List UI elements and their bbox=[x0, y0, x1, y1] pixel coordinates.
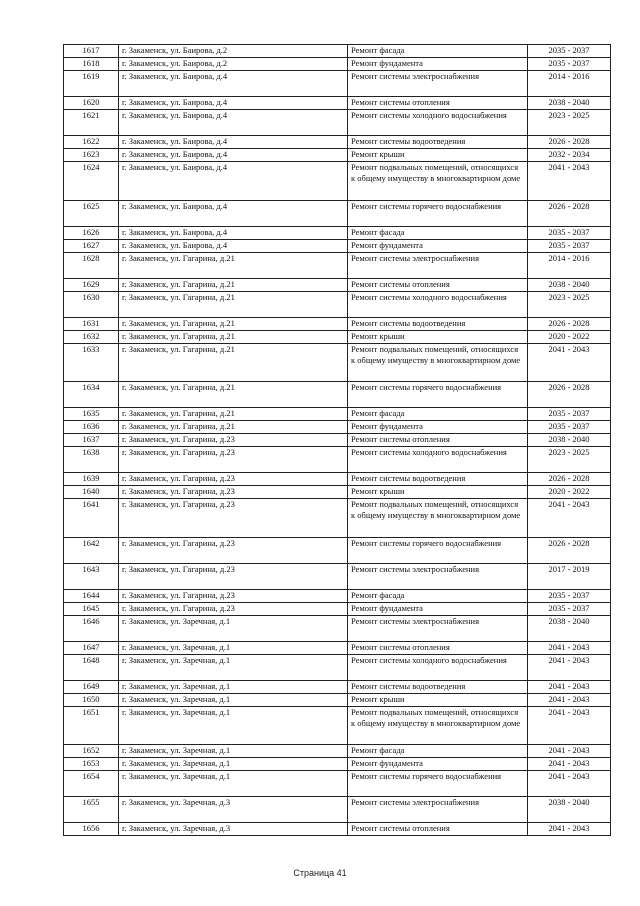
row-address: г. Закаменск, ул. Гагарина, д.23 bbox=[119, 473, 348, 486]
table-row bbox=[64, 486, 611, 499]
row-work-type: Ремонт системы отопления bbox=[348, 823, 528, 836]
table-row bbox=[64, 797, 611, 823]
row-number: 1633 bbox=[64, 343, 119, 382]
table-row bbox=[64, 252, 611, 278]
row-work-type: Ремонт фасада bbox=[348, 408, 528, 421]
row-period: 2041 - 2043 bbox=[528, 654, 611, 680]
row-address: г. Закаменск, ул. Гагарина, д.23 bbox=[119, 499, 348, 538]
row-number: 1650 bbox=[64, 693, 119, 706]
table-row bbox=[64, 447, 611, 473]
row-number: 1621 bbox=[64, 110, 119, 136]
table-row bbox=[64, 563, 611, 589]
row-period: 2038 - 2040 bbox=[528, 97, 611, 110]
row-work-type: Ремонт системы холодного водоснабжения bbox=[348, 447, 528, 473]
row-address: г. Закаменск, ул. Гагарина, д.23 bbox=[119, 563, 348, 589]
row-number: 1624 bbox=[64, 162, 119, 201]
row-work-type: Ремонт фасада bbox=[348, 745, 528, 758]
row-address: г. Закаменск, ул. Баирова, д.4 bbox=[119, 239, 348, 252]
row-number: 1653 bbox=[64, 758, 119, 771]
row-work-type: Ремонт системы отопления bbox=[348, 278, 528, 291]
row-work-type: Ремонт подвальных помещений, относящихся к общему имуществу в многоквартирном доме bbox=[348, 162, 528, 201]
table-row bbox=[64, 615, 611, 641]
row-period: 2038 - 2040 bbox=[528, 434, 611, 447]
row-number: 1647 bbox=[64, 641, 119, 654]
row-number: 1648 bbox=[64, 654, 119, 680]
table-row bbox=[64, 499, 611, 538]
table-body bbox=[64, 45, 611, 836]
row-number: 1634 bbox=[64, 382, 119, 408]
row-period: 2023 - 2025 bbox=[528, 291, 611, 317]
table-row bbox=[64, 758, 611, 771]
row-number: 1645 bbox=[64, 602, 119, 615]
row-work-type: Ремонт фасада bbox=[348, 589, 528, 602]
row-address: г. Закаменск, ул. Гагарина, д.23 bbox=[119, 434, 348, 447]
row-period: 2041 - 2043 bbox=[528, 745, 611, 758]
row-period: 2026 - 2028 bbox=[528, 317, 611, 330]
row-work-type: Ремонт системы электроснабжения bbox=[348, 563, 528, 589]
row-number: 1638 bbox=[64, 447, 119, 473]
row-address: г. Закаменск, ул. Баирова, д.4 bbox=[119, 200, 348, 226]
row-work-type: Ремонт фундамента bbox=[348, 602, 528, 615]
row-address: г. Закаменск, ул. Баирова, д.4 bbox=[119, 149, 348, 162]
row-work-type: Ремонт фундамента bbox=[348, 239, 528, 252]
row-number: 1625 bbox=[64, 200, 119, 226]
row-number: 1646 bbox=[64, 615, 119, 641]
row-period: 2041 - 2043 bbox=[528, 641, 611, 654]
row-work-type: Ремонт фасада bbox=[348, 226, 528, 239]
row-address: г. Закаменск, ул. Заречная, д.3 bbox=[119, 797, 348, 823]
row-address: г. Закаменск, ул. Заречная, д.1 bbox=[119, 654, 348, 680]
row-number: 1639 bbox=[64, 473, 119, 486]
row-period: 2035 - 2037 bbox=[528, 45, 611, 58]
row-period: 2014 - 2016 bbox=[528, 252, 611, 278]
row-address: г. Закаменск, ул. Баирова, д.2 bbox=[119, 58, 348, 71]
table-row bbox=[64, 473, 611, 486]
table-row bbox=[64, 745, 611, 758]
row-number: 1656 bbox=[64, 823, 119, 836]
row-work-type: Ремонт системы отопления bbox=[348, 641, 528, 654]
row-period: 2035 - 2037 bbox=[528, 239, 611, 252]
table-row bbox=[64, 97, 611, 110]
table-row bbox=[64, 602, 611, 615]
row-number: 1620 bbox=[64, 97, 119, 110]
row-number: 1628 bbox=[64, 252, 119, 278]
row-address: г. Закаменск, ул. Гагарина, д.23 bbox=[119, 589, 348, 602]
row-address: г. Закаменск, ул. Баирова, д.4 bbox=[119, 71, 348, 97]
row-period: 2035 - 2037 bbox=[528, 421, 611, 434]
row-period: 2035 - 2037 bbox=[528, 589, 611, 602]
row-period: 2035 - 2037 bbox=[528, 58, 611, 71]
row-number: 1618 bbox=[64, 58, 119, 71]
row-work-type: Ремонт фасада bbox=[348, 45, 528, 58]
table-row bbox=[64, 239, 611, 252]
table-row bbox=[64, 162, 611, 201]
row-work-type: Ремонт системы холодного водоснабжения bbox=[348, 654, 528, 680]
row-number: 1643 bbox=[64, 563, 119, 589]
row-work-type: Ремонт системы электроснабжения bbox=[348, 615, 528, 641]
row-number: 1642 bbox=[64, 537, 119, 563]
row-number: 1637 bbox=[64, 434, 119, 447]
row-work-type: Ремонт системы водоотведения bbox=[348, 473, 528, 486]
row-work-type: Ремонт системы отопления bbox=[348, 434, 528, 447]
table-row bbox=[64, 693, 611, 706]
table-row bbox=[64, 343, 611, 382]
row-work-type: Ремонт системы электроснабжения bbox=[348, 252, 528, 278]
table-row bbox=[64, 110, 611, 136]
row-period: 2017 - 2019 bbox=[528, 563, 611, 589]
row-address: г. Закаменск, ул. Заречная, д.1 bbox=[119, 680, 348, 693]
table-row bbox=[64, 291, 611, 317]
table-row bbox=[64, 589, 611, 602]
table-row bbox=[64, 149, 611, 162]
row-period: 2038 - 2040 bbox=[528, 278, 611, 291]
row-period: 2041 - 2043 bbox=[528, 162, 611, 201]
table-row bbox=[64, 382, 611, 408]
row-work-type: Ремонт подвальных помещений, относящихся к общему имуществу в многоквартирном доме bbox=[348, 499, 528, 538]
row-period: 2026 - 2028 bbox=[528, 136, 611, 149]
row-work-type: Ремонт системы отопления bbox=[348, 97, 528, 110]
table-row bbox=[64, 317, 611, 330]
row-number: 1654 bbox=[64, 771, 119, 797]
row-work-type: Ремонт фундамента bbox=[348, 421, 528, 434]
row-number: 1649 bbox=[64, 680, 119, 693]
row-number: 1644 bbox=[64, 589, 119, 602]
row-period: 2038 - 2040 bbox=[528, 797, 611, 823]
row-work-type: Ремонт фундамента bbox=[348, 58, 528, 71]
table-row bbox=[64, 641, 611, 654]
table-row bbox=[64, 136, 611, 149]
row-work-type: Ремонт системы водоотведения bbox=[348, 136, 528, 149]
row-period: 2023 - 2025 bbox=[528, 447, 611, 473]
row-work-type: Ремонт крыши bbox=[348, 486, 528, 499]
row-number: 1641 bbox=[64, 499, 119, 538]
row-address: г. Закаменск, ул. Баирова, д.4 bbox=[119, 136, 348, 149]
table-row bbox=[64, 654, 611, 680]
row-address: г. Закаменск, ул. Гагарина, д.21 bbox=[119, 317, 348, 330]
row-period: 2014 - 2016 bbox=[528, 71, 611, 97]
row-work-type: Ремонт подвальных помещений, относящихся к общему имуществу в многоквартирном доме bbox=[348, 706, 528, 745]
row-address: г. Закаменск, ул. Гагарина, д.23 bbox=[119, 447, 348, 473]
row-work-type: Ремонт системы горячего водоснабжения bbox=[348, 771, 528, 797]
row-period: 2026 - 2028 bbox=[528, 537, 611, 563]
row-address: г. Закаменск, ул. Гагарина, д.21 bbox=[119, 252, 348, 278]
row-period: 2035 - 2037 bbox=[528, 602, 611, 615]
page-number: Страница 41 bbox=[293, 868, 347, 878]
row-period: 2041 - 2043 bbox=[528, 693, 611, 706]
row-address: г. Закаменск, ул. Гагарина, д.23 bbox=[119, 537, 348, 563]
row-number: 1655 bbox=[64, 797, 119, 823]
row-work-type: Ремонт системы холодного водоснабжения bbox=[348, 291, 528, 317]
row-address: г. Закаменск, ул. Заречная, д.1 bbox=[119, 693, 348, 706]
table-row bbox=[64, 71, 611, 97]
row-number: 1631 bbox=[64, 317, 119, 330]
row-address: г. Закаменск, ул. Гагарина, д.21 bbox=[119, 421, 348, 434]
row-period: 2041 - 2043 bbox=[528, 680, 611, 693]
row-period: 2038 - 2040 bbox=[528, 615, 611, 641]
capital-repair-schedule-table bbox=[63, 44, 611, 836]
row-period: 2026 - 2028 bbox=[528, 382, 611, 408]
row-number: 1619 bbox=[64, 71, 119, 97]
row-work-type: Ремонт системы электроснабжения bbox=[348, 797, 528, 823]
table-row bbox=[64, 58, 611, 71]
row-address: г. Закаменск, ул. Баирова, д.4 bbox=[119, 162, 348, 201]
row-address: г. Закаменск, ул. Заречная, д.1 bbox=[119, 641, 348, 654]
table-row bbox=[64, 45, 611, 58]
row-address: г. Закаменск, ул. Гагарина, д.21 bbox=[119, 408, 348, 421]
row-work-type: Ремонт системы горячего водоснабжения bbox=[348, 382, 528, 408]
row-number: 1652 bbox=[64, 745, 119, 758]
row-number: 1632 bbox=[64, 330, 119, 343]
table-row bbox=[64, 434, 611, 447]
row-work-type: Ремонт подвальных помещений, относящихся к общему имуществу в многоквартирном доме bbox=[348, 343, 528, 382]
row-work-type: Ремонт крыши bbox=[348, 693, 528, 706]
table-row bbox=[64, 421, 611, 434]
row-address: г. Закаменск, ул. Гагарина, д.21 bbox=[119, 330, 348, 343]
row-period: 2026 - 2028 bbox=[528, 473, 611, 486]
row-work-type: Ремонт системы горячего водоснабжения bbox=[348, 200, 528, 226]
row-period: 2041 - 2043 bbox=[528, 706, 611, 745]
row-number: 1651 bbox=[64, 706, 119, 745]
table-row bbox=[64, 226, 611, 239]
row-period: 2041 - 2043 bbox=[528, 823, 611, 836]
table-row bbox=[64, 200, 611, 226]
row-number: 1630 bbox=[64, 291, 119, 317]
row-period: 2041 - 2043 bbox=[528, 758, 611, 771]
table-row bbox=[64, 330, 611, 343]
row-work-type: Ремонт системы горячего водоснабжения bbox=[348, 537, 528, 563]
row-address: г. Закаменск, ул. Гагарина, д.21 bbox=[119, 278, 348, 291]
row-period: 2020 - 2022 bbox=[528, 330, 611, 343]
row-address: г. Закаменск, ул. Гагарина, д.23 bbox=[119, 486, 348, 499]
row-work-type: Ремонт системы холодного водоснабжения bbox=[348, 110, 528, 136]
row-period: 2035 - 2037 bbox=[528, 408, 611, 421]
table-row bbox=[64, 408, 611, 421]
row-address: г. Закаменск, ул. Заречная, д.1 bbox=[119, 771, 348, 797]
row-address: г. Закаменск, ул. Гагарина, д.23 bbox=[119, 602, 348, 615]
row-work-type: Ремонт крыши bbox=[348, 330, 528, 343]
row-work-type: Ремонт фундамента bbox=[348, 758, 528, 771]
row-number: 1623 bbox=[64, 149, 119, 162]
row-period: 2035 - 2037 bbox=[528, 226, 611, 239]
row-work-type: Ремонт системы водоотведения bbox=[348, 317, 528, 330]
table-row bbox=[64, 771, 611, 797]
row-work-type: Ремонт системы водоотведения bbox=[348, 680, 528, 693]
row-number: 1617 bbox=[64, 45, 119, 58]
row-period: 2032 - 2034 bbox=[528, 149, 611, 162]
row-address: г. Закаменск, ул. Гагарина, д.21 bbox=[119, 291, 348, 317]
row-work-type: Ремонт системы электроснабжения bbox=[348, 71, 528, 97]
row-address: г. Закаменск, ул. Заречная, д.3 bbox=[119, 823, 348, 836]
row-address: г. Закаменск, ул. Заречная, д.1 bbox=[119, 615, 348, 641]
row-number: 1622 bbox=[64, 136, 119, 149]
row-period: 2020 - 2022 bbox=[528, 486, 611, 499]
row-period: 2023 - 2025 bbox=[528, 110, 611, 136]
row-number: 1626 bbox=[64, 226, 119, 239]
table-row bbox=[64, 706, 611, 745]
row-period: 2041 - 2043 bbox=[528, 343, 611, 382]
row-address: г. Закаменск, ул. Заречная, д.1 bbox=[119, 758, 348, 771]
table-row bbox=[64, 278, 611, 291]
row-address: г. Закаменск, ул. Баирова, д.4 bbox=[119, 226, 348, 239]
row-number: 1629 bbox=[64, 278, 119, 291]
table-row bbox=[64, 680, 611, 693]
table-row bbox=[64, 537, 611, 563]
row-address: г. Закаменск, ул. Гагарина, д.21 bbox=[119, 343, 348, 382]
row-number: 1627 bbox=[64, 239, 119, 252]
table-row bbox=[64, 823, 611, 836]
row-address: г. Закаменск, ул. Заречная, д.1 bbox=[119, 706, 348, 745]
row-number: 1636 bbox=[64, 421, 119, 434]
row-work-type: Ремонт крыши bbox=[348, 149, 528, 162]
row-address: г. Закаменск, ул. Баирова, д.2 bbox=[119, 45, 348, 58]
row-period: 2041 - 2043 bbox=[528, 499, 611, 538]
row-address: г. Закаменск, ул. Баирова, д.4 bbox=[119, 97, 348, 110]
row-period: 2026 - 2028 bbox=[528, 200, 611, 226]
row-number: 1640 bbox=[64, 486, 119, 499]
row-address: г. Закаменск, ул. Баирова, д.4 bbox=[119, 110, 348, 136]
row-number: 1635 bbox=[64, 408, 119, 421]
row-period: 2041 - 2043 bbox=[528, 771, 611, 797]
row-address: г. Закаменск, ул. Заречная, д.1 bbox=[119, 745, 348, 758]
row-address: г. Закаменск, ул. Гагарина, д.21 bbox=[119, 382, 348, 408]
